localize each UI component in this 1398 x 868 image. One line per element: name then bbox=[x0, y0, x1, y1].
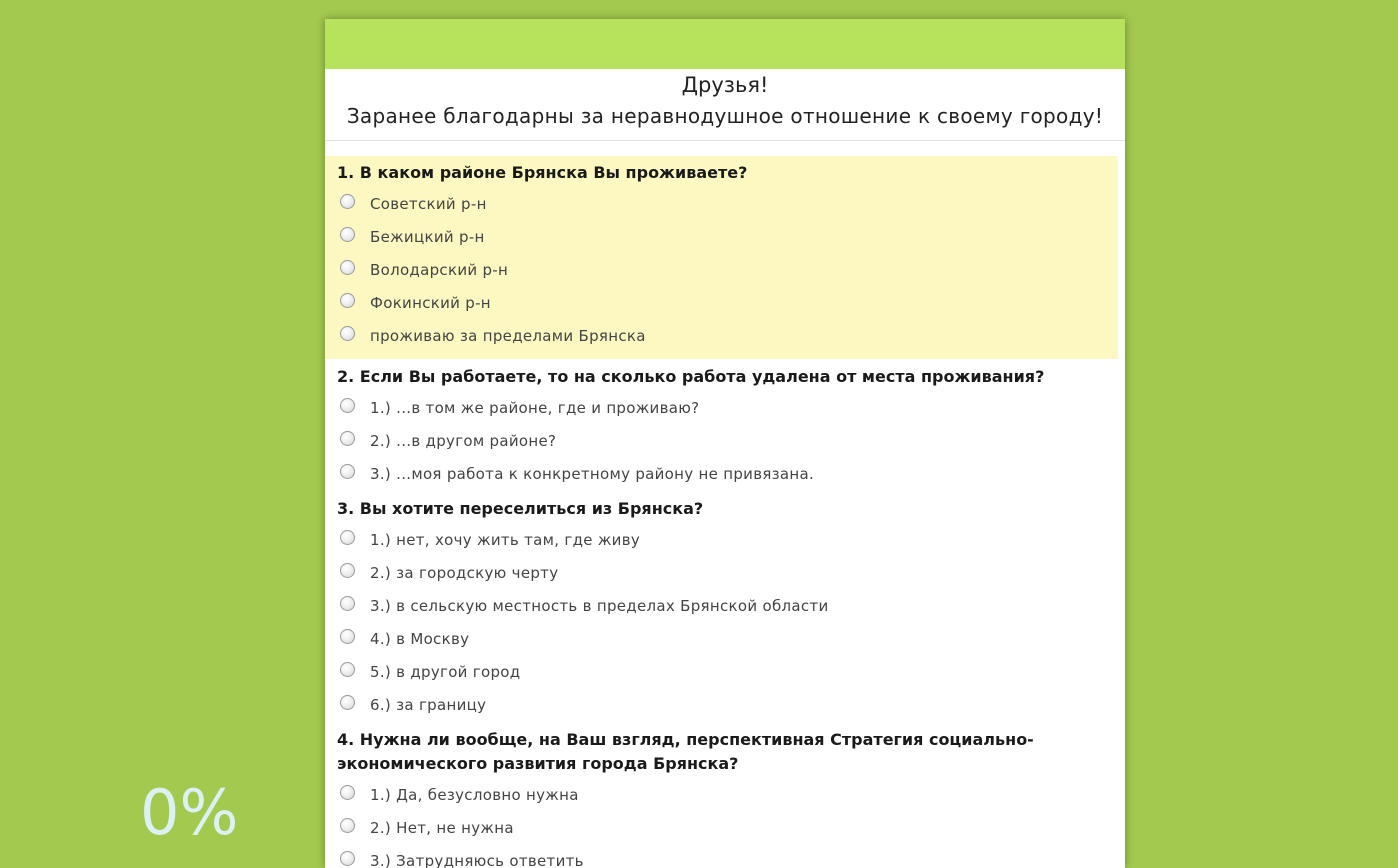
radio-button[interactable] bbox=[340, 293, 355, 308]
option-not-tied[interactable] bbox=[337, 458, 1106, 491]
option-label: 4.) в Москву bbox=[370, 629, 470, 648]
question-title: 4. Нужна ли вообще, на Ваш взгляд, перспективная Стратегия социально-экономического развития города Брянска? bbox=[337, 730, 1034, 773]
option-label: Володарский р-н bbox=[370, 260, 509, 279]
option-label: 6.) за границу bbox=[370, 695, 487, 714]
option-fokinsky[interactable] bbox=[337, 287, 1106, 320]
radio-button[interactable] bbox=[340, 785, 355, 800]
radio-button[interactable] bbox=[340, 398, 355, 413]
radio-button[interactable] bbox=[340, 260, 355, 275]
option-label: 1.) ...в том же районе, где и проживаю? bbox=[370, 398, 700, 417]
radio-button[interactable] bbox=[340, 227, 355, 242]
radio-button[interactable] bbox=[340, 851, 355, 866]
survey-intro bbox=[325, 69, 1125, 141]
option-undecided[interactable] bbox=[337, 845, 1106, 868]
option-label: Советский р-н bbox=[370, 194, 487, 213]
question-list bbox=[325, 141, 1125, 868]
radio-button[interactable] bbox=[340, 464, 355, 479]
option-bezhitsky[interactable] bbox=[337, 221, 1106, 254]
option-label: 1.) Да, безусловно нужна bbox=[370, 785, 579, 804]
option-abroad[interactable] bbox=[337, 689, 1106, 722]
question-2 bbox=[325, 359, 1118, 491]
radio-button[interactable] bbox=[340, 431, 355, 446]
option-label: 3.) ...моя работа к конкретному району не привязана. bbox=[370, 464, 815, 483]
option-yes-needed[interactable] bbox=[337, 779, 1106, 812]
radio-button[interactable] bbox=[340, 326, 355, 341]
option-label: проживаю за пределами Брянска bbox=[370, 326, 646, 345]
progress-percentage: 0% bbox=[140, 776, 239, 849]
option-label: 5.) в другой город bbox=[370, 662, 521, 681]
option-other-city[interactable] bbox=[337, 656, 1106, 689]
option-label: 2.) ...в другом районе? bbox=[370, 431, 557, 450]
question-4 bbox=[325, 722, 1118, 868]
option-label: 2.) Нет, не нужна bbox=[370, 818, 514, 837]
intro-subtitle: Заранее благодарны за неравнодушное отношение к своему городу! bbox=[346, 104, 1104, 128]
radio-button[interactable] bbox=[340, 563, 355, 578]
option-other-district[interactable] bbox=[337, 425, 1106, 458]
radio-button[interactable] bbox=[340, 596, 355, 611]
question-title: 2. Если Вы работаете, то на сколько работа удалена от места проживания? bbox=[337, 367, 1045, 386]
option-label: Бежицкий р-н bbox=[370, 227, 485, 246]
radio-button[interactable] bbox=[340, 695, 355, 710]
radio-button[interactable] bbox=[340, 530, 355, 545]
option-label: 3.) в сельскую местность в пределах Брянской области bbox=[370, 596, 829, 615]
option-not-needed[interactable] bbox=[337, 812, 1106, 845]
survey-card bbox=[325, 19, 1125, 868]
intro-title: Друзья! bbox=[681, 73, 769, 97]
option-moscow[interactable] bbox=[337, 623, 1106, 656]
question-title: 1. В каком районе Брянска Вы проживаете? bbox=[337, 163, 748, 182]
option-label: 3.) Затрудняюсь ответить bbox=[370, 851, 584, 868]
question-title: 3. Вы хотите переселиться из Брянска? bbox=[337, 499, 704, 518]
survey-header-bar bbox=[325, 19, 1125, 69]
option-rural[interactable] bbox=[337, 590, 1106, 623]
option-label: 2.) за городскую черту bbox=[370, 563, 559, 582]
option-sovetsky[interactable] bbox=[337, 188, 1106, 221]
option-same-district[interactable] bbox=[337, 392, 1106, 425]
option-outside-city[interactable] bbox=[337, 557, 1106, 590]
question-3 bbox=[325, 491, 1118, 722]
option-outside-bryansk[interactable] bbox=[337, 320, 1106, 353]
option-label: Фокинский р-н bbox=[370, 293, 491, 312]
question-1 bbox=[325, 156, 1118, 359]
radio-button[interactable] bbox=[340, 194, 355, 209]
radio-button[interactable] bbox=[340, 629, 355, 644]
option-label: 1.) нет, хочу жить там, где живу bbox=[370, 530, 641, 549]
radio-button[interactable] bbox=[340, 818, 355, 833]
option-stay[interactable] bbox=[337, 524, 1106, 557]
radio-button[interactable] bbox=[340, 662, 355, 677]
option-volodarsky[interactable] bbox=[337, 254, 1106, 287]
